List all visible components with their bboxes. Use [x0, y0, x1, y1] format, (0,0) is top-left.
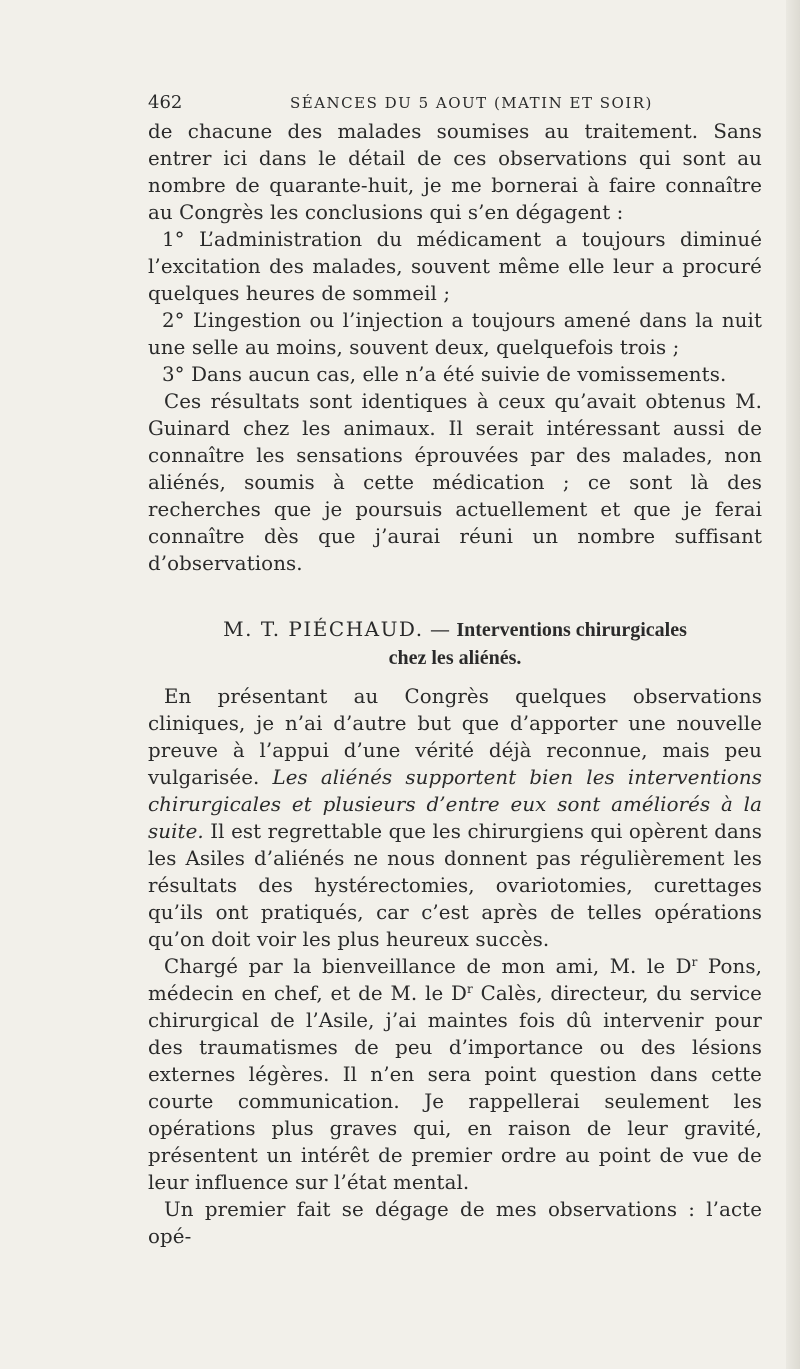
- section-heading-line-2: [148, 644, 762, 672]
- intro-paragraph: de chacune des malades soumises au traitement. Sans entrer ici dans le détail de ces observations qui sont au nombre de quarante-huit, je me bornerai à faire connaître au Congrès les conclusions qui s’en dégagent :: [148, 120, 762, 224]
- body-paragraph-1-end: Il est regrettable que les chirurgiens qui opèrent dans les Asiles d’aliénés ne nous donnent pas régulièrement les résultats des hystérectomies, ovariotomies, curettages qu’ils ont pratiqués, car c’est après de telles opérations qu’on doit voir les plus heureux succès.: [148, 820, 762, 951]
- body-paragraph-1-start: En présentant au Congrès quelques observations cliniques, je n’ai d’autre but que d’apporter une nouvelle preuve à l’appui d’une vérité déjà reconnue, mais peu vulgarisée.: [148, 685, 762, 789]
- section-heading: [148, 616, 762, 672]
- intro-section: [148, 118, 762, 577]
- body-paragraph-1-italic: Les aliénés supportent bien les interventions chirurgicales et plusieurs d’entre eux sont améliorés à la suite.: [148, 766, 762, 843]
- superscript-r-2: r: [466, 982, 473, 996]
- body-paragraph-2: [148, 953, 762, 1196]
- list-item-2: 2° L’ingestion ou l’injection a toujours amené dans la nuit une selle au moins, souvent deux, quelquefois trois ;: [148, 309, 762, 359]
- page-header: [148, 92, 762, 118]
- running-head: SÉANCES DU 5 AOUT (MATIN ET SOIR): [290, 94, 653, 112]
- list-item-3: 3° Dans aucun cas, elle n’a été suivie de vomissements.: [162, 363, 727, 386]
- superscript-r-1: r: [691, 955, 698, 969]
- heading-dash: —: [423, 617, 457, 641]
- body-paragraph-3: Un premier fait se dégage de mes observations : l’acte opé-: [148, 1198, 762, 1248]
- article-title-line-2: chez les aliénés.: [388, 647, 522, 669]
- body-paragraph-2-a: Chargé par la bienveillance de mon ami, M. le D: [164, 955, 692, 978]
- author-name: M. T. PIÉCHAUD.: [223, 617, 424, 641]
- section-heading-line-1: [148, 616, 762, 644]
- body-paragraph-1: [148, 683, 762, 953]
- body-paragraph-2-b: Pons, médecin en chef, et de M. le D: [148, 955, 763, 1005]
- list-item-1: 1° L’administration du médicament a toujours diminué l’excitation des malades, souvent même elle leur a procuré quelques heures de sommeil ;: [148, 228, 762, 305]
- book-page: [148, 92, 762, 1250]
- body-paragraph-2-c: Calès, directeur, du service chirurgical de l’Asile, j’ai maintes fois dû intervenir pour des traumatismes de peu d’importance ou des lésions externes légères. Il n’en sera point question dans cette courte communication. Je rappellerai seulement les opérations plus graves qui, en raison de leur gravité, présentent un intérêt de premier ordre au point de vue de leur influence sur l’état mental.: [148, 982, 762, 1194]
- page-number: 462: [148, 92, 183, 113]
- page-edge: [786, 0, 800, 1369]
- results-paragraph: Ces résultats sont identiques à ceux qu’avait obtenus M. Guinard chez les animaux. Il serait intéressant aussi de connaître les sensations éprouvées par des malades, non aliénés, soumis à cette médication ; ce sont là des recherches que je poursuis actuellement et que je ferai connaître dès que j’aurai réuni un nombre suffisant d’observations.: [148, 390, 762, 575]
- article-body: [148, 683, 762, 1250]
- article-title-line-1: Interventions chirurgicales: [456, 619, 687, 641]
